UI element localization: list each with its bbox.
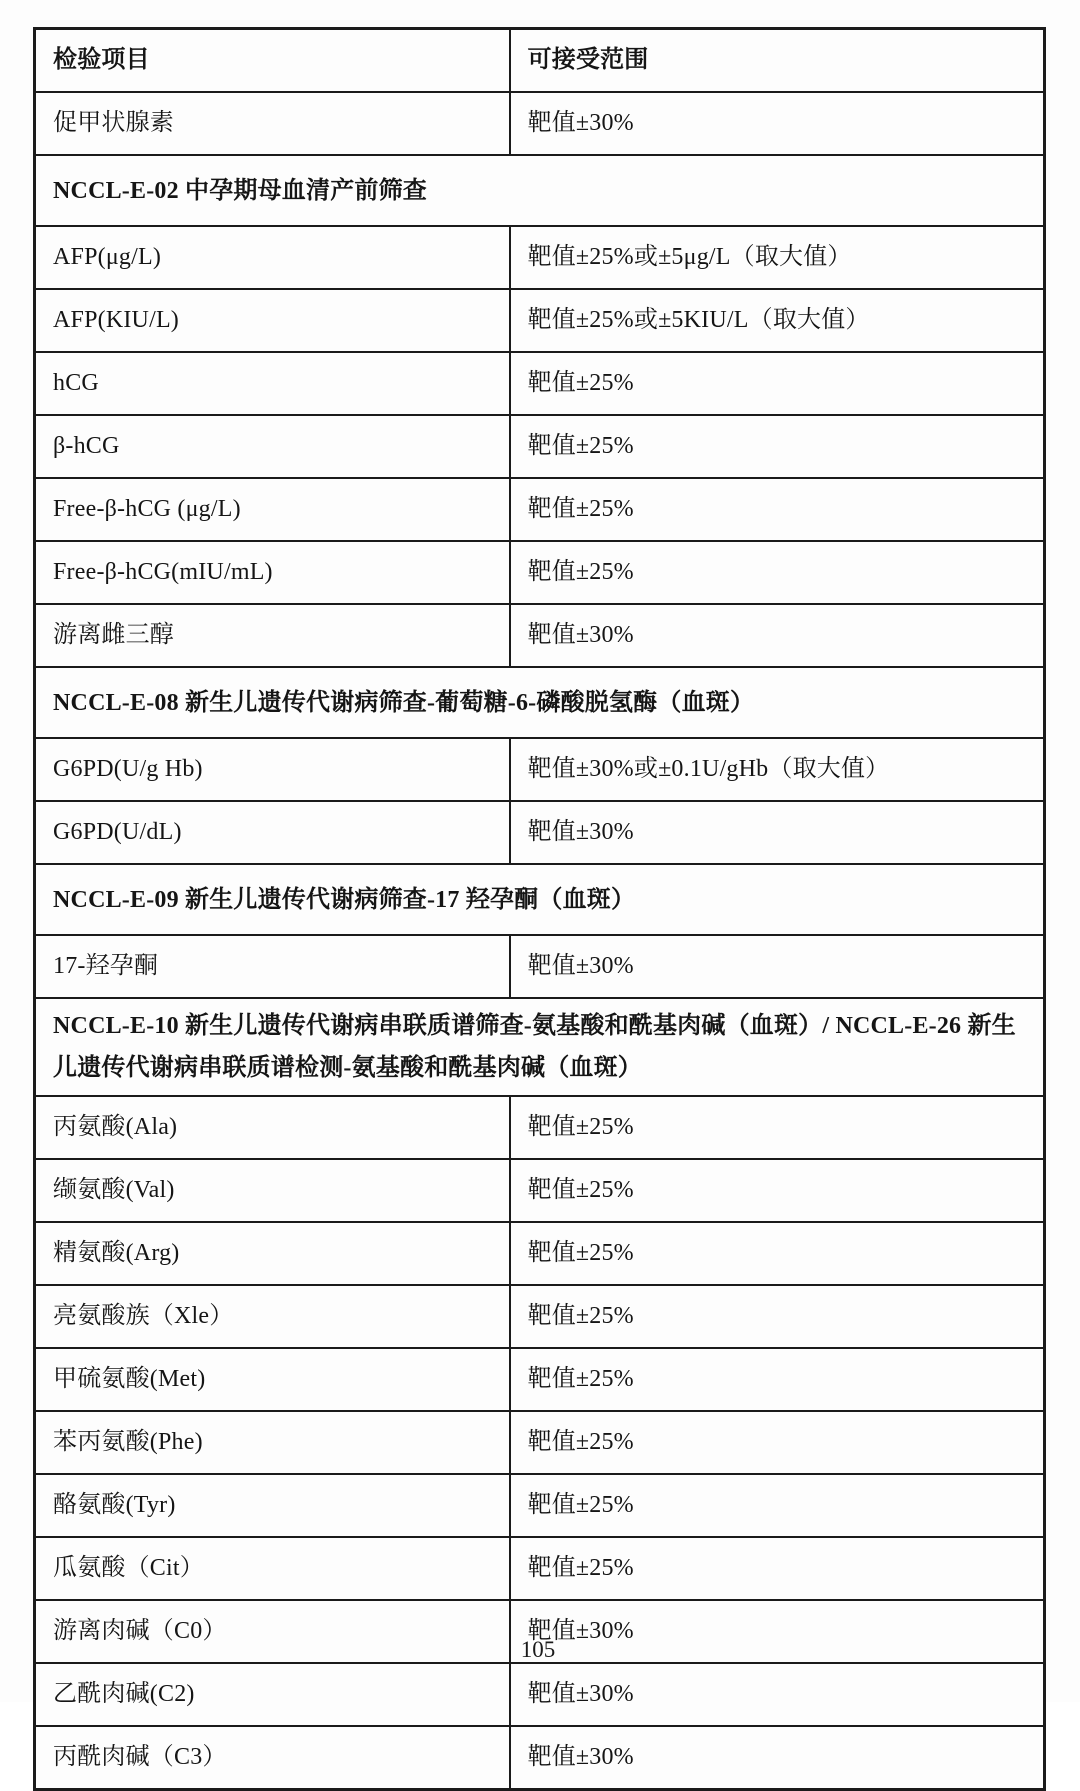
test-item-cell: 游离肉碱（C0）	[35, 1600, 510, 1663]
table-row	[35, 478, 1045, 541]
acceptable-range-cell: 靶值±25%	[510, 1411, 1045, 1474]
table-row	[35, 92, 1045, 155]
acceptable-range-cell: 靶值±25%	[510, 415, 1045, 478]
page-number: 105	[520, 1637, 556, 1662]
acceptable-range-cell: 靶值±25%	[510, 1537, 1045, 1600]
acceptable-range-cell: 靶值±30%	[510, 1600, 1045, 1663]
acceptable-range-cell: 靶值±30%	[510, 1726, 1045, 1790]
test-item-cell: 苯丙氨酸(Phe)	[35, 1411, 510, 1474]
test-item-cell: 丙氨酸(Ala)	[35, 1096, 510, 1159]
table-row	[35, 226, 1045, 289]
acceptable-range-cell: 靶值±25%	[510, 352, 1045, 415]
section-title: NCCL-E-02 中孕期母血清产前筛查	[35, 155, 1045, 226]
acceptable-range-cell: 靶值±30%	[510, 1663, 1045, 1726]
section-title: NCCL-E-08 新生儿遗传代谢病筛查-葡萄糖-6-磷酸脱氢酶（血斑）	[35, 667, 1045, 738]
acceptable-range-cell: 靶值±25%	[510, 541, 1045, 604]
section-title: NCCL-E-10 新生儿遗传代谢病串联质谱筛查-氨基酸和酰基肉碱（血斑）/ NCCL-E-26 新生儿遗传代谢病串联质谱检测-氨基酸和酰基肉碱（血斑）	[35, 998, 1045, 1096]
acceptable-range-cell: 靶值±25%	[510, 1159, 1045, 1222]
test-item-cell: 瓜氨酸（Cit）	[35, 1537, 510, 1600]
table-row	[35, 1411, 1045, 1474]
test-item-cell: 促甲状腺素	[35, 92, 510, 155]
test-item-cell: G6PD(U/g Hb)	[35, 738, 510, 801]
test-item-cell: β-hCG	[35, 415, 510, 478]
test-item-cell: 17-羟孕酮	[35, 935, 510, 998]
column-header-test-item: 检验项目	[35, 29, 510, 93]
acceptable-range-cell: 靶值±30%	[510, 604, 1045, 667]
test-item-cell: G6PD(U/dL)	[35, 801, 510, 864]
acceptable-range-cell: 靶值±30%	[510, 92, 1045, 155]
acceptable-range-cell: 靶值±25%或±5KIU/L（取大值）	[510, 289, 1045, 352]
acceptable-range-cell: 靶值±25%	[510, 1222, 1045, 1285]
acceptable-range-cell: 靶值±25%	[510, 1474, 1045, 1537]
test-item-cell: AFP(KIU/L)	[35, 289, 510, 352]
table-row	[35, 738, 1045, 801]
section-title: NCCL-E-09 新生儿遗传代谢病筛查-17 羟孕酮（血斑）	[35, 864, 1045, 935]
table-header-row	[35, 29, 1045, 93]
table-row	[35, 1348, 1045, 1411]
table-row	[35, 1537, 1045, 1600]
test-item-cell: 缬氨酸(Val)	[35, 1159, 510, 1222]
acceptable-range-cell: 靶值±30%或±0.1U/gHb（取大值）	[510, 738, 1045, 801]
acceptable-range-cell: 靶值±25%	[510, 478, 1045, 541]
section-row	[35, 998, 1045, 1096]
test-item-cell: Free-β-hCG (μg/L)	[35, 478, 510, 541]
table-row	[35, 935, 1045, 998]
table-row	[35, 1474, 1045, 1537]
table-row	[35, 801, 1045, 864]
acceptance-table-body	[35, 92, 1045, 1790]
table-row	[35, 1285, 1045, 1348]
acceptance-range-table	[33, 27, 1046, 1791]
section-row	[35, 864, 1045, 935]
table-row	[35, 1726, 1045, 1790]
test-item-cell: 甲硫氨酸(Met)	[35, 1348, 510, 1411]
test-item-cell: 酪氨酸(Tyr)	[35, 1474, 510, 1537]
test-item-cell: 丙酰肉碱（C3）	[35, 1726, 510, 1790]
section-row	[35, 155, 1045, 226]
test-item-cell: AFP(μg/L)	[35, 226, 510, 289]
test-item-cell: 亮氨酸族（Xle）	[35, 1285, 510, 1348]
test-item-cell: Free-β-hCG(mIU/mL)	[35, 541, 510, 604]
test-item-cell: 游离雌三醇	[35, 604, 510, 667]
acceptable-range-cell: 靶值±30%	[510, 935, 1045, 998]
test-item-cell: 精氨酸(Arg)	[35, 1222, 510, 1285]
table-row	[35, 1222, 1045, 1285]
table-row	[35, 604, 1045, 667]
acceptable-range-cell: 靶值±25%	[510, 1285, 1045, 1348]
table-row	[35, 289, 1045, 352]
section-row	[35, 667, 1045, 738]
table-row	[35, 1663, 1045, 1726]
test-item-cell: 乙酰肉碱(C2)	[35, 1663, 510, 1726]
table-row	[35, 541, 1045, 604]
table-row	[35, 352, 1045, 415]
table-row	[35, 1096, 1045, 1159]
table-row	[35, 1159, 1045, 1222]
acceptable-range-cell: 靶值±30%	[510, 801, 1045, 864]
acceptable-range-cell: 靶值±25%或±5μg/L（取大值）	[510, 226, 1045, 289]
test-item-cell: hCG	[35, 352, 510, 415]
table-row	[35, 415, 1045, 478]
column-header-acceptable-range: 可接受范围	[510, 29, 1045, 93]
acceptable-range-cell: 靶值±25%	[510, 1348, 1045, 1411]
acceptable-range-cell: 靶值±25%	[510, 1096, 1045, 1159]
